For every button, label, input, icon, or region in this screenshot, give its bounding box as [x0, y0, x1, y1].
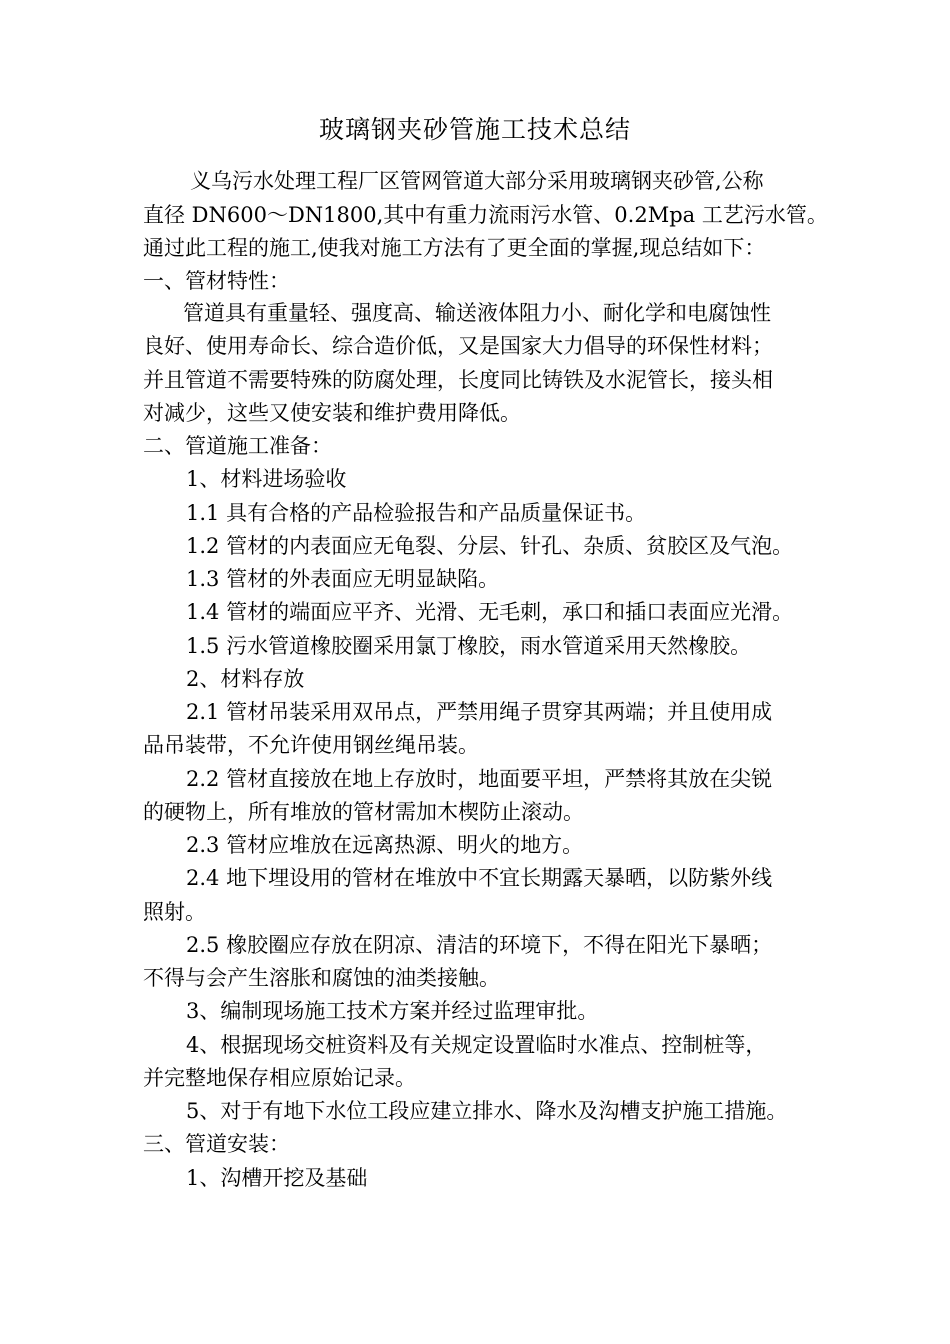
list-item: 2.1 管材吊装采用双吊点，严禁用绳子贯穿其两端；并且使用成	[186, 700, 773, 724]
list-item: 1.5 污水管道橡胶圈采用氯丁橡胶，雨水管道采用天然橡胶。	[186, 634, 752, 658]
list-item: 3、编制现场施工技术方案并经过监理审批。	[186, 999, 599, 1023]
list-item: 1.1 具有合格的产品检验报告和产品质量保证书。	[186, 501, 647, 525]
list-item: 1.4 管材的端面应平齐、光滑、无毛刺，承口和插口表面应光滑。	[186, 600, 794, 624]
paragraph-line: 通过此工程的施工,使我对施工方法有了更全面的掌握,现总结如下：	[143, 236, 766, 260]
subsection-heading: 1、沟槽开挖及基础	[186, 1166, 368, 1190]
list-item: 4、根据现场交桩资料及有关规定设置临时水准点、控制桩等，	[186, 1033, 767, 1057]
subsection-heading: 2、材料存放	[186, 667, 305, 691]
list-item: 2.2 管材直接放在地上存放时，地面要平坦，严禁将其放在尖锐	[186, 767, 773, 791]
list-item: 2.3 管材应堆放在远离热源、明火的地方。	[186, 833, 584, 857]
paragraph-line: 对减少，这些又使安装和维护费用降低。	[143, 401, 521, 425]
paragraph-line: 并且管道不需要特殊的防腐处理，长度同比铸铁及水泥管长，接头相	[143, 368, 773, 392]
paragraph-line: 直径 DN600～DN1800,其中有重力流雨污水管、0.2Mpa 工艺污水管。	[143, 203, 828, 227]
list-item: 1.2 管材的内表面应无龟裂、分层、针孔、杂质、贫胶区及气泡。	[186, 534, 794, 558]
document-title: 玻璃钢夹砂管施工技术总结	[318, 115, 631, 144]
list-item: 2.5 橡胶圈应存放在阴凉、清洁的环境下，不得在阳光下暴晒；	[186, 933, 773, 957]
paragraph-line: 义乌污水处理工程厂区管网管道大部分采用玻璃钢夹砂管,公称	[190, 169, 764, 193]
paragraph-line: 并完整地保存相应原始记录。	[143, 1066, 416, 1090]
paragraph-line: 的硬物上，所有堆放的管材需加木楔防止滚动。	[143, 800, 584, 824]
section-heading: 三、管道安装：	[143, 1132, 290, 1156]
paragraph-line: 管道具有重量轻、强度高、输送液体阻力小、耐化学和电腐蚀性	[183, 301, 771, 325]
section-heading: 一、管材特性：	[143, 269, 290, 293]
paragraph-line: 品吊装带，不允许使用钢丝绳吊装。	[143, 733, 479, 757]
paragraph-line: 良好、使用寿命长、综合造价低，又是国家大力倡导的环保性材料；	[143, 334, 773, 358]
list-item: 5、对于有地下水位工段应建立排水、降水及沟槽支护施工措施。	[186, 1099, 788, 1123]
section-heading: 二、管道施工准备：	[143, 434, 332, 458]
paragraph-line: 不得与会产生溶胀和腐蚀的油类接触。	[143, 966, 500, 990]
subsection-heading: 1、材料进场验收	[186, 467, 347, 491]
list-item: 1.3 管材的外表面应无明显缺陷。	[186, 567, 500, 591]
paragraph-line: 照射。	[143, 900, 206, 924]
list-item: 2.4 地下埋设用的管材在堆放中不宜长期露天暴晒，以防紫外线	[186, 866, 773, 890]
